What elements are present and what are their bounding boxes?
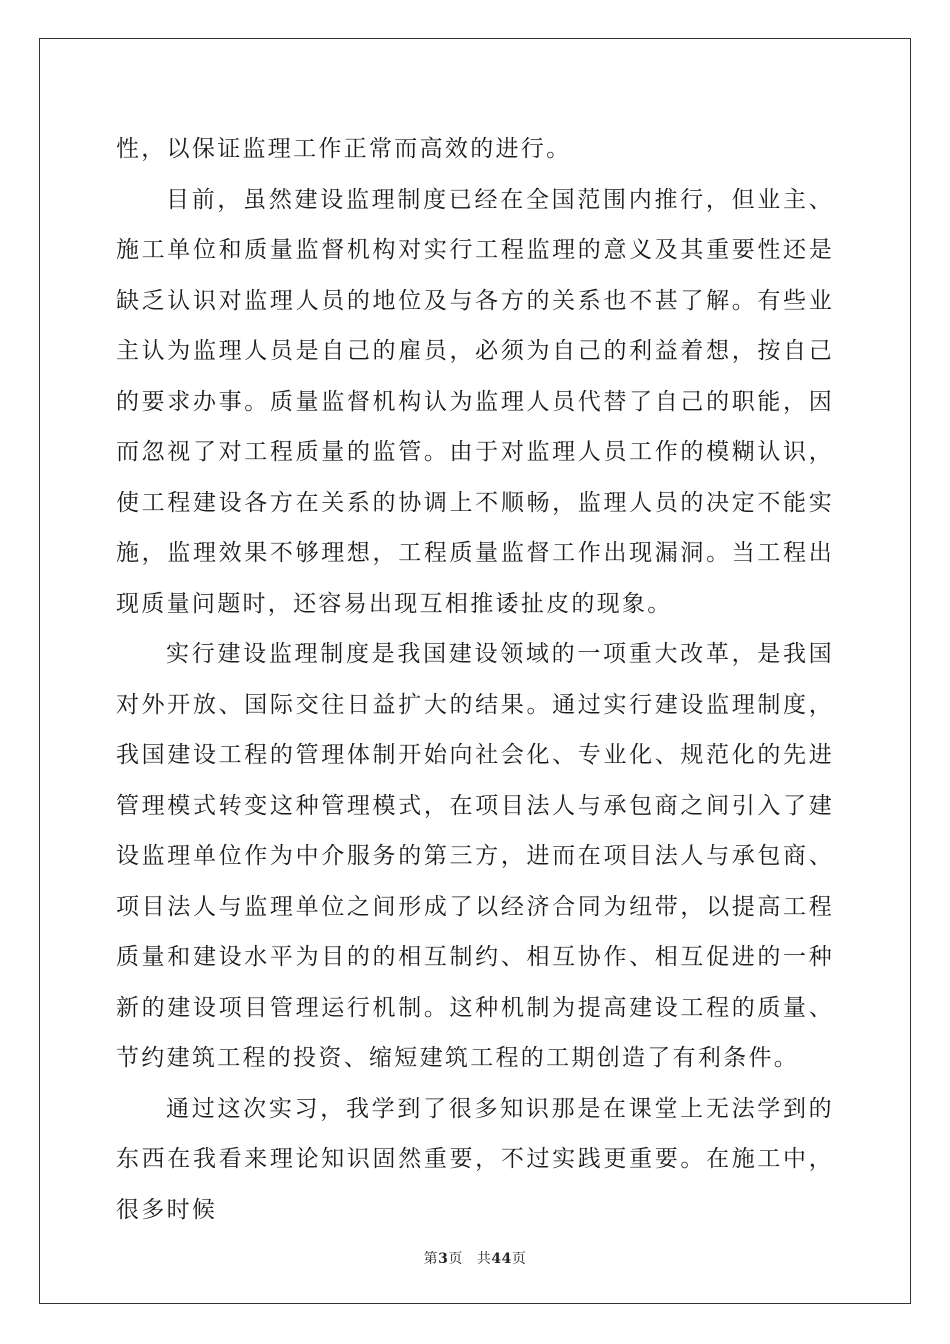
page-number: 3: [438, 1251, 449, 1267]
paragraph-2: 目前，虽然建设监理制度已经在全国范围内推行，但业主、施工单位和质量监督机构对实行工程监理的意义及其重要性还是缺乏认识对监理人员的地位及与各方的关系也不甚了解。有些业主认为监理人员是自己的雇员，必须为自己的利益着想，按自己的要求办事。质量监督机构认为监理人员代替了自己的职能，因而忽视了对工程质量的监管。由于对监理人员工作的模糊认识，使工程建设各方在关系的协调上不顺畅，监理人员的决定不能实施，监理效果不够理想，工程质量监督工作出现漏洞。当工程出现质量问题时，还容易出现互相推诿扯皮的现象。: [116, 186, 834, 617]
document-body: [116, 124, 834, 1235]
paragraph-4: 通过这次实习，我学到了很多知识那是在课堂上无法学到的东西在我看来理论知识固然重要，不过实践更重要。在施工中，很多时候: [116, 1095, 834, 1223]
paragraph-1: 性，以保证监理工作正常而高效的进行。: [116, 136, 572, 162]
page-footer: [0, 1248, 950, 1268]
paragraph-3: 实行建设监理制度是我国建设领域的一项重大改革，是我国对外开放、国际交往日益扩大的结果。通过实行建设监理制度，我国建设工程的管理体制开始向社会化、专业化、规范化的先进管理模式转变这种管理模式，在项目法人与承包商之间引入了建设监理单位作为中介服务的第三方，进而在项目法人与承包商、项目法人与监理单位之间形成了以经济合同为纽带，以提高工程质量和建设水平为目的的相互制约、相互协作、相互促进的一种新的建设项目管理运行机制。这种机制为提高建设工程的质量、节约建筑工程的投资、缩短建筑工程的工期创造了有利条件。: [116, 641, 834, 1071]
page-prefix: 第: [423, 1251, 439, 1267]
total-prefix: 共: [476, 1251, 492, 1267]
total-pages: 44: [491, 1251, 512, 1267]
total-suffix: 页: [511, 1251, 527, 1267]
page-suffix: 页: [448, 1251, 463, 1267]
